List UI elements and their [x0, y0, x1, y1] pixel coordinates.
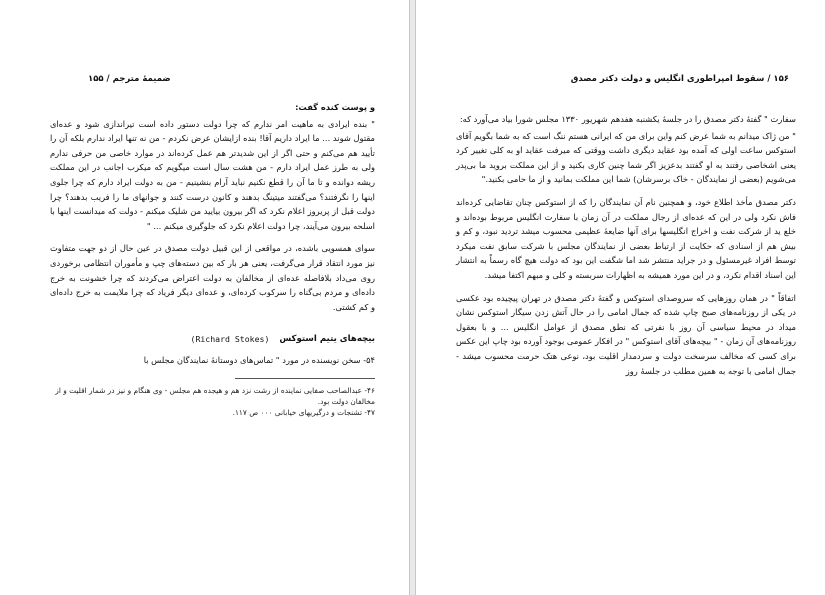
left-page-body — [50, 100, 375, 418]
quote-paragraph: " من ژاک میدانم به شما عرض کنم واین برای من که ایرانی هستم ننگ است که به شما بگویم آقای استوکس ساعت اولی که آمده بود عقاید دیگری داشت ووقتی که میرفت عقاید او به کلی تغییر کرد یعنی اشخاصی رفتند به او گفتند بدعزیز اگر شما چنین کاری بکنید و از این مملکت بروید ما بی‌پدر می‌شویم (بعضی از نمایندگان - خاک برسرشان) شما این مملکت بمانید و از ما حامی بکنید." — [456, 130, 796, 185]
section-title: بیچه‌های یتیم استوکس — [279, 334, 375, 345]
footnote: ۴۶- عبدالصاحب صفایی نماینده از رشت نزد هم و هیجده هم مجلس - وی هنگام و نیز در شمار اقلیت و از مخالفان دولت بود. — [55, 385, 375, 406]
left-page — [0, 0, 410, 595]
speaker-label: و پوست کنده گفت: — [295, 102, 375, 112]
analysis-paragraph: دکتر مصدق مأخذ اطلاع خود، و همچنین نام آن نمایندگان را که از استوکس چنان تقاضایی کرده‌اند فاش نکرد ولی در این که عده‌ای از رجال مملکت در آن زمان با سفارت انگلیس مربوط بوده‌اند و خلع ید از شرکت نفت و اخراج انگلیسها برای آنها ضایعهٔ عظیمی محسوب میشد تردید نبود، و کم و بیش هم از اسنادی که حکایت از ارتباط بعضی از نمایندگان مجلس با شرکت سابق نفت میکرد توسط افراد غیرمسئول و در جراید منتشر شد اما شگفت این بود که دولت هیچ گاه رسماً به انتشار این اسناد اقدام نکرد، و در این مورد همیشه به اظهارات سربسته و کلی و مبهم اکتفا میشد. — [456, 196, 796, 280]
intro-paragraph: سفارت " گفتهٔ دکتر مصدق را در جلسهٔ یکشنبه هفدهم شهریور ۱۳۳۰ مجلس شورا بیاد می‌آورد که: — [459, 114, 796, 124]
footnote-divider — [235, 378, 375, 379]
photo-paragraph: اتفاقاً " در همان روزهایی که سروصدای استوکس و گفتهٔ دکتر مصدق در تهران پیچیده بود عکسی در یکی از روزنامه‌های صبح چاپ شده که جمال امامی را در حال آتش زدن سیگار استوکس نشان میداد در محیط سیاسی آن روز با نفرتی که نطق مصدق از عوامل انگلیس ... و با بعقول روزنامه‌های آن زمان - " بیچه‌های آقای استوکس " در افکار عمومی بوجود آورده بود چاپ این عکس برای کسی که مخالف سرسخت دولت و سردمدار اقلیت بود، نوعی هتک حرمت محسوب میشد - جمال امامی با توجه به همین مطلب در جلسهٔ روز — [456, 292, 796, 376]
right-page-body — [456, 112, 796, 380]
commentary-paragraph: سوای همسویی باشده، در مواقعی از این قبیل دولت مصدق در عین حال از دو جهت متفاوت نیز مورد انتقاد قرار می‌گرفت، یعنی هر بار که بین دسته‌های چپ و مأموران انتظامی برخوردی روی می‌داد بلافاصله عده‌ای از مخالفان به دولت اعتراض می‌کردند که چرا خشونت به خرج داده‌ای و مردم بی‌گناه را سرکوب کرده‌ای، و عده‌ای دیگر فریاد که چرا ملایمت به خرج داده‌ای و کم کشتی. — [50, 243, 375, 312]
right-page — [415, 0, 825, 595]
section-title-latin: (Richard Stokes) — [190, 334, 270, 345]
left-page-header: ضمیمهٔ مترجم / ۱۵۵ — [88, 74, 171, 84]
numbered-paragraph: ۵۴- سخن نویسنده در مورد " تماس‌های دوستانهٔ نمایندگان مجلس با — [143, 354, 375, 365]
right-page-header: ۱۵۶ / سقوط امپراطوری انگلیس و دولت دکتر مصدق — [570, 74, 789, 84]
section-heading — [50, 332, 375, 347]
footnote: ۴۷- تشنجات و درگیریهای خیابانی ۰۰۰ ص ۱۱۷. — [232, 407, 375, 417]
quote-paragraph: " بنده ایرادی به ماهیت امر ندارم که چرا دولت دستور داده است تیراندازی شود و عده‌ای مقتول شوند ... ما ایراد داریم آقا! بنده ازایشان عرض نکردم - من نه تنها ایراد ندارم بلکه آن را تأیید هم می‌کنم و حتی اگر از این شدیدتر هم عمل کرده‌اند در موارد خاصی من حرفی ندارم ولی به طرز عمل ایراد دارم - من هشت سال است میگویم که میکرب اجانب در این مملکت ریشه دوانده و تا ما آن را قطع نکنیم نباید آرام بنشینیم - من به دولت ایراد دارم که چرا جلوی اینها را نگرفتند؟ می‌گفتند میتینگ بدهند و کانون درست کنند و جوانهای ما را فریب بدهند؟ چرا دولت قبل از پریروز اعلام نکرد که اگر بیرون بیایید من شلیک میکنم - دولت که میدانست اینها با اسلحه بیرون می‌آیند، چرا دولت اعلام نکرد که جلوگیری میکنم ... " — [50, 118, 375, 231]
